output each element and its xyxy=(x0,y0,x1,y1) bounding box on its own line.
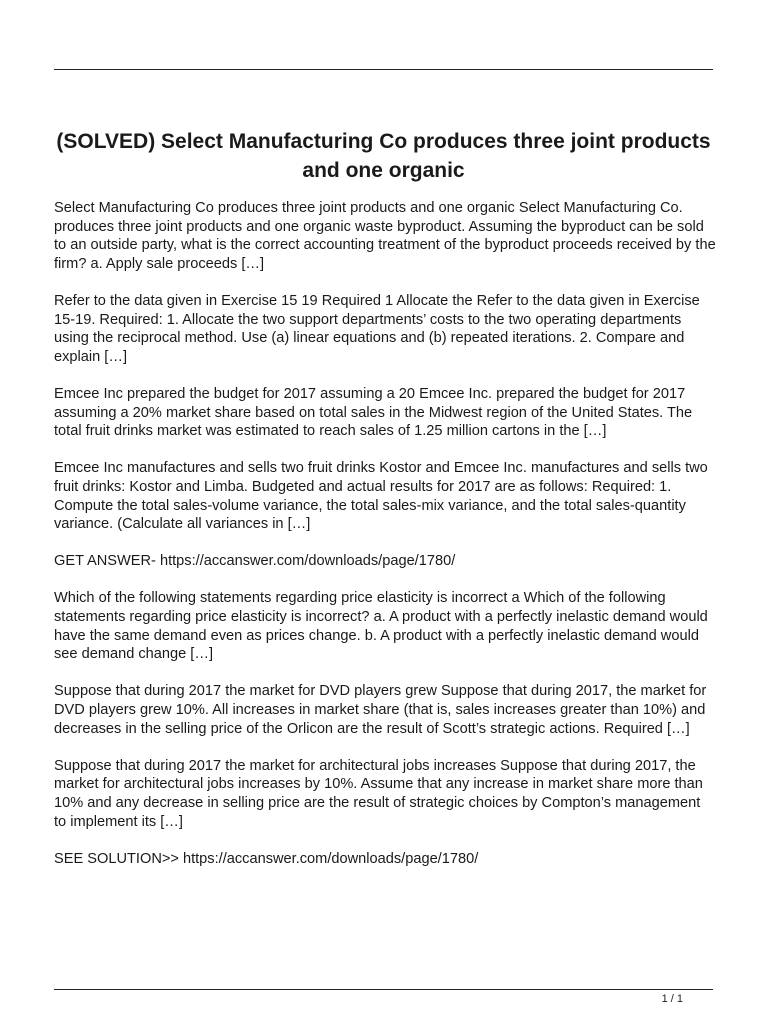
document-body xyxy=(54,199,716,887)
page-number: 1 / 1 xyxy=(661,993,683,1005)
paragraph-price-elasticity: Which of the following statements regarding price elasticity is incorrect a Which of the following statements regarding price elasticity is incorrect? a. A product with a perfectly inelastic demand would have the same demand even as prices change. b. A product with a perfectly inelastic demand would see demand change […] xyxy=(54,590,708,663)
paragraph-dvd-players: Suppose that during 2017 the market for DVD players grew Suppose that during 2017, the market for DVD players grew 10%. All increases in market share (that is, sales increases greater than 10%) and decreases in the selling price of the Orlicon are the result of Scott’s strategic actions. Required […] xyxy=(54,683,707,737)
page-title: (SOLVED) Select Manufacturing Co produces three joint products and one organic xyxy=(56,130,711,182)
paragraph-emcee-budget: Emcee Inc prepared the budget for 2017 assuming a 20 Emcee Inc. prepared the budget for 2017 assuming a 20% market share based on total sales in the Midwest region of the United States. The total fruit drinks market was estimated to reach sales of 1.25 million cartons in the […] xyxy=(54,385,693,440)
paragraph-support-departments: Refer to the data given in Exercise 15 19 Required 1 Allocate the Refer to the data given in Exercise 15-19. Required: 1. Allocate the two support departments’ costs to the two operating departments using the reciprocal method. Use (a) linear equations and (b) repeated iterations. 2. Compare and explain […] xyxy=(54,292,700,365)
paragraph-architectural-jobs: Suppose that during 2017 the market for architectural jobs increases Suppose that during 2017, the market for architectural jobs increases by 10%. Assume that any increase in market share more than 10% and any decrease in selling price are the result of strategic choices by Compton’s management to implement its […] xyxy=(54,757,703,830)
get-answer-link[interactable]: GET ANSWER- https://accanswer.com/downloads/page/1780/ xyxy=(54,553,456,570)
see-solution-link[interactable]: SEE SOLUTION>> https://accanswer.com/downloads/page/1780/ xyxy=(54,850,479,867)
footer-rule xyxy=(54,989,713,990)
header-rule xyxy=(54,69,713,70)
paragraph-select-manufacturing: Select Manufacturing Co produces three joint products and one organic Select Manufacturing Co. produces three joint products and one organic waste byproduct. Assuming the byproduct can be sold to an outside party, what is the correct accounting treatment of the byproduct proceeds received by the firm? a. Apply sale proceeds […] xyxy=(54,200,716,272)
paragraph-emcee-fruit-drinks: Emcee Inc manufactures and sells two fruit drinks Kostor and Emcee Inc. manufactures and sells two fruit drinks: Kostor and Limba. Budgeted and actual results for 2017 are as follows: Required: 1. Compute the total sales-volume variance, the total sales-mix variance, and the total sales-quantity variance. (Calculate all variances in […] xyxy=(54,460,708,533)
